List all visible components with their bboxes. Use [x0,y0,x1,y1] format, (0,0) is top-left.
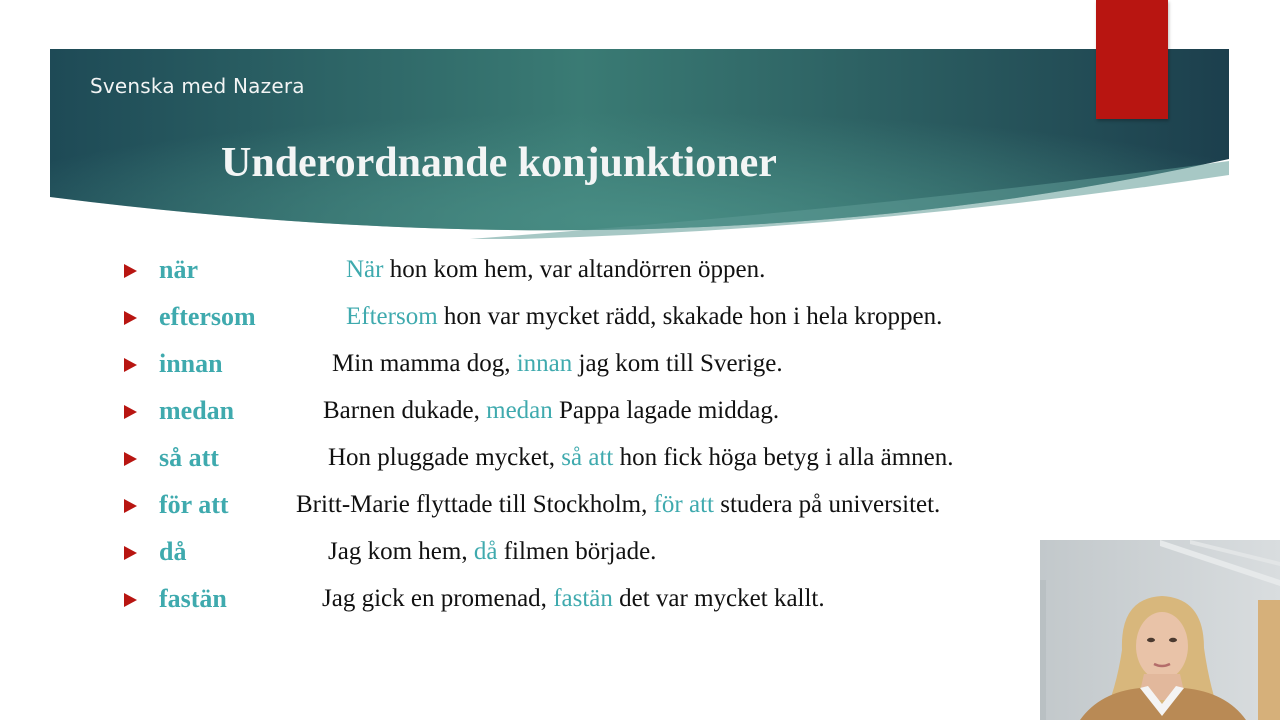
example-sentence: Eftersom hon var mycket rädd, skakade hon i hela kroppen. [346,303,943,330]
example-sentence: Hon pluggade mycket, så att hon fick höga betyg i alla ämnen. [328,444,954,471]
example-sentence: Britt-Marie flyttade till Stockholm, för att studera på universitet. [296,491,941,518]
conjunction-word: så att [159,443,219,472]
brand-name: Svenska med Nazera [90,74,305,98]
bullet-arrow-icon [124,264,137,278]
bullet-arrow-icon [124,499,137,513]
bullet-arrow-icon [124,546,137,560]
example-sentence: Jag kom hem, då filmen började. [328,538,657,565]
bullet-arrow-icon [124,311,137,325]
presenter-webcam [1040,540,1280,720]
conjunction-word: när [159,255,198,284]
conjunction-word: då [159,537,187,566]
example-sentence: Barnen dukade, medan Pappa lagade middag. [323,397,780,424]
bullet-arrow-icon [124,358,137,372]
slide-title: Underordnande konjunktioner [221,140,777,186]
example-sentence: Min mamma dog, innan jag kom till Sverige. [332,350,783,377]
conjunction-word: fastän [159,584,227,613]
bullet-arrow-icon [124,452,137,466]
example-sentence: När hon kom hem, var altandörren öppen. [346,256,766,283]
bullet-arrow-icon [124,593,137,607]
conjunction-word: medan [159,396,235,425]
example-sentence: Jag gick en promenad, fastän det var mycket kallt. [322,585,825,612]
bullet-arrow-icon [124,405,137,419]
red-accent-tab [1096,0,1168,119]
conjunction-word: eftersom [159,302,256,331]
conjunction-word: för att [159,490,229,519]
presenter-video-icon [1040,540,1280,720]
conjunction-word: innan [159,349,223,378]
